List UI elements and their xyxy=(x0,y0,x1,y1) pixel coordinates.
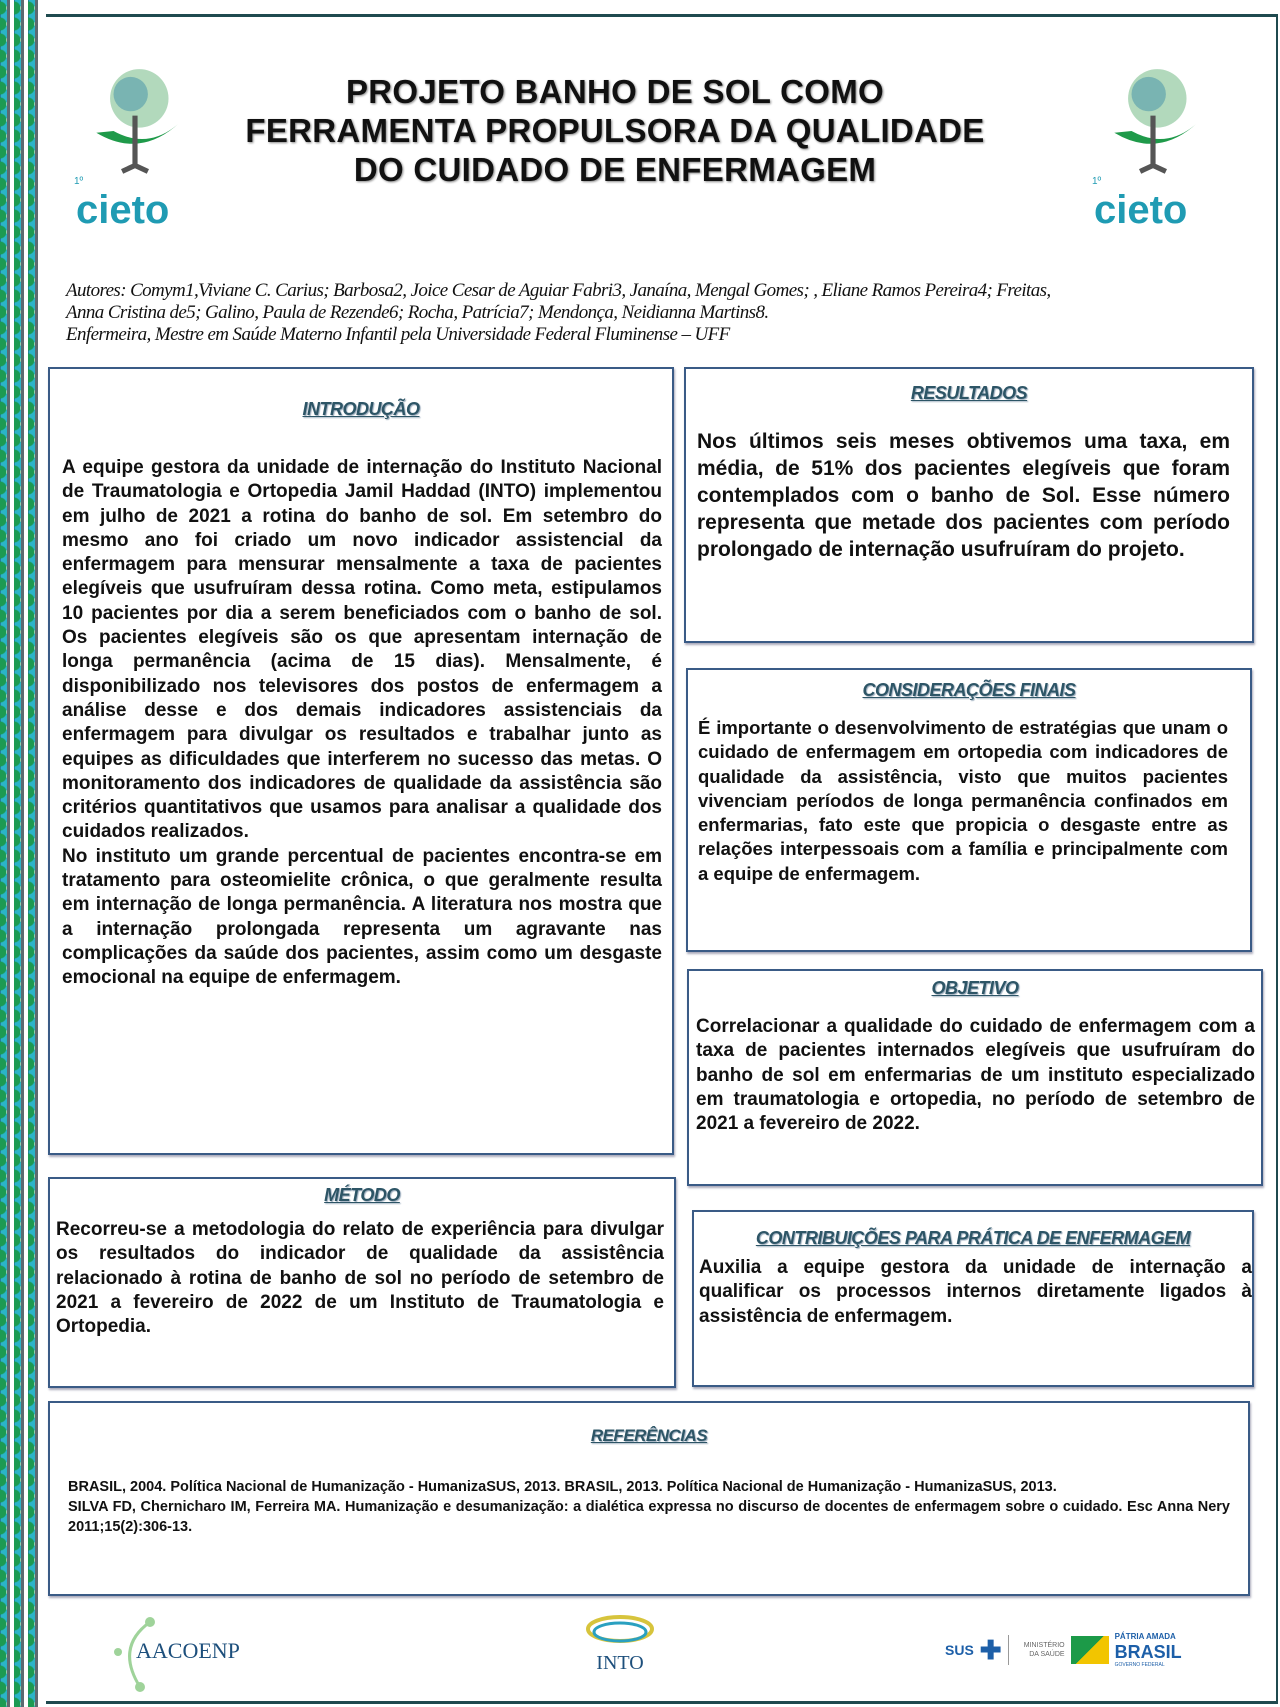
section-resultados: RESULTADOS Nos últimos seis meses obtivemos uma taxa, em média, de 51% dos pacientes elegíveis que foram contemplados com o banho de Sol. Esse número representa que metade dos pacientes com período prolongado de internação usufruíram do projeto. xyxy=(684,367,1254,643)
section-consideracoes-finais: CONSIDERAÇÕES FINAIS É importante o desenvolvimento de estratégias que unam o cuidado de enfermagem em ortopedia com indicadores de qualidade da assistência, visto que muitos pacientes vivenciam períodos de longa permanência confinados em enfermarias, fato este que propicia o desgaste entre as relações interpessoais com a família e principalmente com a equipe de enfermagem. xyxy=(686,668,1252,952)
section-heading: RESULTADOS xyxy=(910,383,1028,403)
section-referencias xyxy=(48,1401,1250,1596)
aacoenp-logo: AACOENP xyxy=(110,1612,250,1692)
cieto-logo-right: 1º cieto xyxy=(1088,64,1218,234)
section-heading: INTRODUÇÃO xyxy=(302,399,420,419)
logo-text: cieto xyxy=(76,188,170,232)
government-logos: SUS ✚ MINISTÉRIO DA SAÚDE PÁTRIA AMADA BRASIL GOVERNO FEDERAL xyxy=(945,1631,1182,1668)
authors-block: Autores: Comym1,Viviane C. Carius; Barbosa2, Joice Cesar de Aguiar Fabri3, Janaína, Mengal Gomes; , Eliane Ramos Pereira4; Freitas, Anna Cristina de5; Galino, Paula de Rezende6; Rocha, Patrícia7; Mendonça, Neidianna Martins8. Enfermeira, Mestre em Saúde Materno Infantil pela Universidade Federal Fluminense – UFF xyxy=(66,280,1256,346)
cieto-logo-left: 1º cieto xyxy=(70,64,200,234)
section-introducao: INTRODUÇÃO A equipe gestora da unidade de internação do Instituto Nacional de Traumatologia e Ortopedia Jamil Haddad (INTO) implementou em julho de 2021 a rotina do banho de sol. Em setembro do mesmo ano foi criado um novo indicador assistencial da enfermagem para mensurar mensalmente a taxa de pacientes elegíveis que usufruíram dessa rotina. Como meta, estipulamos 10 pacientes por dia a serem beneficiados com o banho de sol. Os pacientes elegíveis são os que apresentam internação de longa permanência (acima de 15 dias). Mensalmente, é disponibilizado nos televisores dos postos de enfermagem a análise desse e dos demais indicadores assistenciais da enfermagem para divulgar os resultados e trabalhar junto as equipes as dificuldades que interferem no sucesso das metas. O monitoramento dos indicadores de qualidade da assistência são critérios quantitativos que usamos para analisar a qualidade dos cuidados realizados. No instituto um grande percentual de pacientes encontra-se em tratamento para osteomielite crônica, o que geralmente resulta em internação de longa permanência. A literatura nos mostra que a internação prolongada representa um agravante nas complicações da saúde dos pacientes, assim como um desgaste emocional na equipe de enfermagem. xyxy=(48,367,674,1155)
section-metodo: MÉTODO Recorreu-se a metodologia do relato de experiência para divulgar os resultados do indicador de qualidade da assistência relacionado à rotina de banho de sol no período de setembro de 2021 a fevereiro de 2022 de um Instituto de Traumatologia e Ortopedia. xyxy=(48,1177,676,1388)
section-heading: CONSIDERAÇÕES FINAIS xyxy=(862,680,1076,700)
brazil-flag-icon xyxy=(1071,1636,1109,1664)
reference-item: SILVA FD, Chernicharo IM, Ferreira MA. Humanização e desumanização: a dialética expressa no discurso de docentes de enfermagem sobre o cuidado. Esc Anna Nery 2011;15(2):306-13. xyxy=(68,1499,1230,1535)
plus-cross-icon: ✚ xyxy=(979,1635,1002,1665)
section-heading: REFERÊNCIAS xyxy=(590,1426,708,1445)
section-heading: OBJETIVO xyxy=(931,978,1019,998)
poster-title: PROJETO BANHO DE SOL COMO FERRAMENTA PROPULSORA DA QUALIDADE DO CUIDADO DE ENFERMAGEM xyxy=(245,73,985,188)
section-heading: CONTRIBUIÇÕES PARA PRÁTICA DE ENFERMAGEM xyxy=(755,1228,1191,1248)
into-logo: INTO xyxy=(570,1612,670,1692)
section-heading: MÉTODO xyxy=(324,1185,400,1205)
reference-item: BRASIL, 2004. Política Nacional de Humanização - HumanizaSUS, 2013. BRASIL, 2013. Política Nacional de Humanização - HumanizaSUS, 2013. xyxy=(68,1479,1057,1495)
author-affiliation: Enfermeira, Mestre em Saúde Materno Infantil pela Universidade Federal Fluminense – UFF xyxy=(66,324,730,345)
tree-icon xyxy=(1088,64,1218,174)
section-objetivo: OBJETIVO Correlacionar a qualidade do cuidado de enfermagem com a taxa de pacientes internados elegíveis que usufruíram do banho de sol em enfermarias de um instituto especializado em traumatologia e ortopedia, no período de setembro de 2021 a fevereiro de 2022. xyxy=(687,969,1263,1186)
section-contribuicoes: CONTRIBUIÇÕES PARA PRÁTICA DE ENFERMAGEM Auxilia a equipe gestora da unidade de internação a qualificar os processos internos diretamente ligados à assistência de enfermagem. xyxy=(692,1210,1254,1387)
logo-text: cieto xyxy=(1094,188,1188,232)
tree-icon xyxy=(70,64,200,174)
decorative-border-pattern xyxy=(0,0,42,1707)
